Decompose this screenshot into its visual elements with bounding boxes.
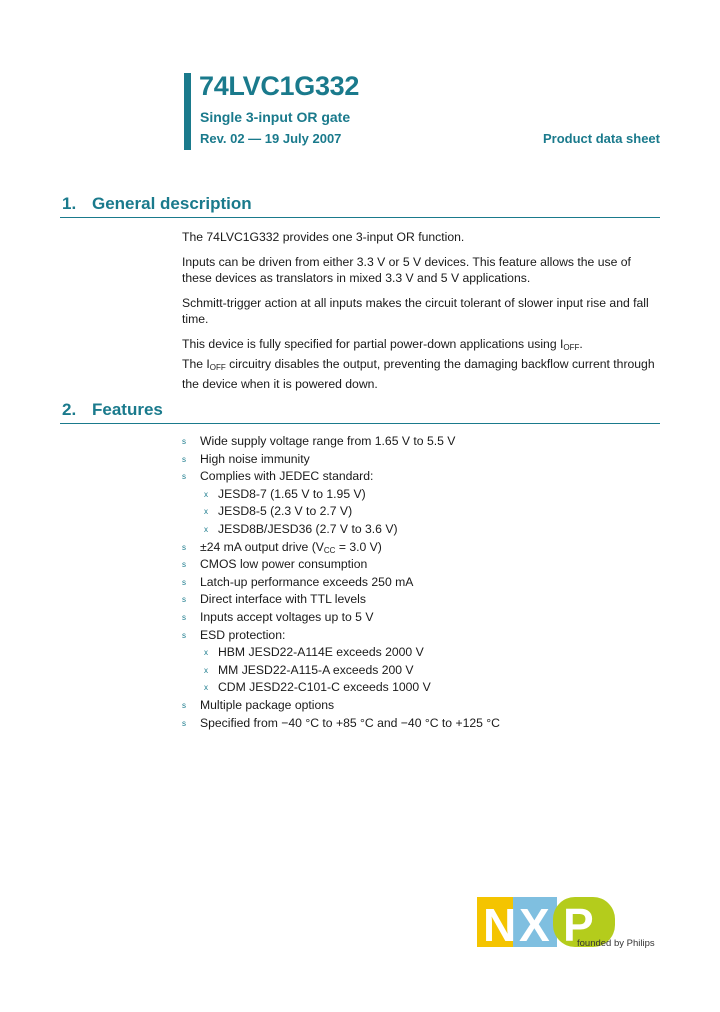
header-accent-bar [184, 73, 191, 150]
description-paragraph: The 74LVC1G332 provides one 3-input OR function. [182, 230, 465, 244]
list-item-text: HBM JESD22-A114E exceeds 2000 V [218, 645, 424, 660]
list-subitem [182, 644, 662, 662]
section-number: 1. [62, 194, 77, 213]
bullet-icon: s [182, 718, 186, 728]
subscript: OFF [209, 363, 226, 372]
text-run: circuitry disables the output, preventing the damaging backflow current through the device when it is powered down. [182, 357, 655, 391]
list-item-text: JESD8B/JESD36 (2.7 V to 3.6 V) [218, 521, 398, 536]
bullet-icon: s [182, 630, 186, 640]
features-list [182, 433, 662, 732]
section-rule [60, 423, 660, 424]
revision-date: Rev. 02 — 19 July 2007 [200, 131, 342, 146]
sub-bullet-icon: x [204, 648, 208, 658]
list-item [182, 591, 662, 609]
bullet-icon: s [182, 612, 186, 622]
list-item [182, 609, 662, 627]
text-run: The I [182, 357, 210, 371]
list-item-text: Latch-up performance exceeds 250 mA [200, 574, 414, 589]
list-item-text: Multiple package options [200, 697, 335, 712]
logo-letter-n: N [483, 899, 517, 951]
list-item [182, 556, 662, 574]
list-item-text: JESD8-7 (1.65 V to 1.95 V) [218, 486, 366, 501]
logo-tagline: founded by Philips [577, 938, 655, 949]
document-subtitle: Single 3-input OR gate [200, 109, 351, 125]
list-item-text: CMOS low power consumption [200, 557, 368, 572]
bullet-icon: s [182, 595, 186, 605]
list-item-text: CDM JESD22-C101-C exceeds 1000 V [218, 680, 431, 695]
bullet-icon: s [182, 542, 186, 552]
list-item-text: Wide supply voltage range from 1.65 V to 5.5 V [200, 434, 456, 448]
bullet-icon: s [182, 437, 186, 446]
sub-bullet-icon: x [204, 524, 208, 534]
sub-bullet-icon: x [204, 507, 208, 517]
subscript: OFF [563, 343, 580, 352]
list-item-text: High noise immunity [200, 451, 310, 466]
list-subitem [182, 679, 662, 697]
section-heading-general [62, 194, 252, 214]
list-item-text: Specified from −40 °C to +85 °C and −40 °C to +125 °C [200, 715, 500, 730]
section-title: Features [92, 400, 163, 419]
list-item-text: Direct interface with TTL levels [200, 592, 366, 607]
list-subitem [182, 486, 662, 504]
text-run: This device is fully specified for partial power-down applications using I [182, 337, 564, 351]
bullet-icon: s [182, 700, 186, 710]
sub-bullet-icon: x [204, 683, 208, 693]
list-item [182, 574, 662, 592]
list-item-text: ESD protection: [200, 627, 286, 642]
bullet-icon: s [182, 454, 186, 464]
list-item [182, 451, 662, 469]
section-rule [60, 217, 660, 218]
logo-letter-x: X [519, 899, 550, 951]
bullet-icon: s [182, 560, 186, 570]
document-title: 74LVC1G332 [199, 71, 360, 101]
bullet-icon: s [182, 472, 186, 482]
list-item [182, 433, 662, 451]
list-item-text: Complies with JEDEC standard: [200, 469, 374, 484]
section-heading-features [62, 400, 163, 420]
section-number: 2. [62, 400, 77, 419]
general-description [182, 229, 662, 392]
list-subitem [182, 521, 662, 539]
list-item-text: JESD8-5 (2.3 V to 2.7 V) [218, 504, 353, 519]
list-subitem [182, 662, 662, 680]
list-item [182, 468, 662, 486]
document-type: Product data sheet [542, 131, 660, 146]
text-run: . [579, 337, 583, 351]
list-item [182, 627, 662, 645]
list-item-text: Inputs accept voltages up to 5 V [200, 609, 374, 624]
list-item [182, 715, 662, 733]
list-item-text: = 3.0 V) [335, 539, 382, 554]
sub-bullet-icon: x [204, 665, 208, 675]
logo-letter-p: P [563, 899, 594, 951]
list-item [182, 697, 662, 715]
description-paragraph: Inputs can be driven from either 3.3 V or 5 V devices. This feature allows the use of these devices as translators in mixed 3.3 V and 5 V applications. [182, 255, 631, 285]
list-item-text: MM JESD22-A115-A exceeds 200 V [218, 662, 414, 677]
list-item [182, 539, 662, 557]
nxp-logo [477, 897, 667, 957]
sub-bullet-icon: x [204, 489, 208, 499]
list-subitem [182, 503, 662, 521]
list-item-text: ±24 mA output drive (V [200, 539, 324, 554]
description-paragraph: Schmitt-trigger action at all inputs makes the circuit tolerant of slower input rise and fall time. [182, 296, 649, 326]
description-paragraph [182, 336, 662, 392]
bullet-icon: s [182, 577, 186, 587]
subscript: CC [323, 545, 336, 555]
section-title: General description [92, 194, 252, 213]
